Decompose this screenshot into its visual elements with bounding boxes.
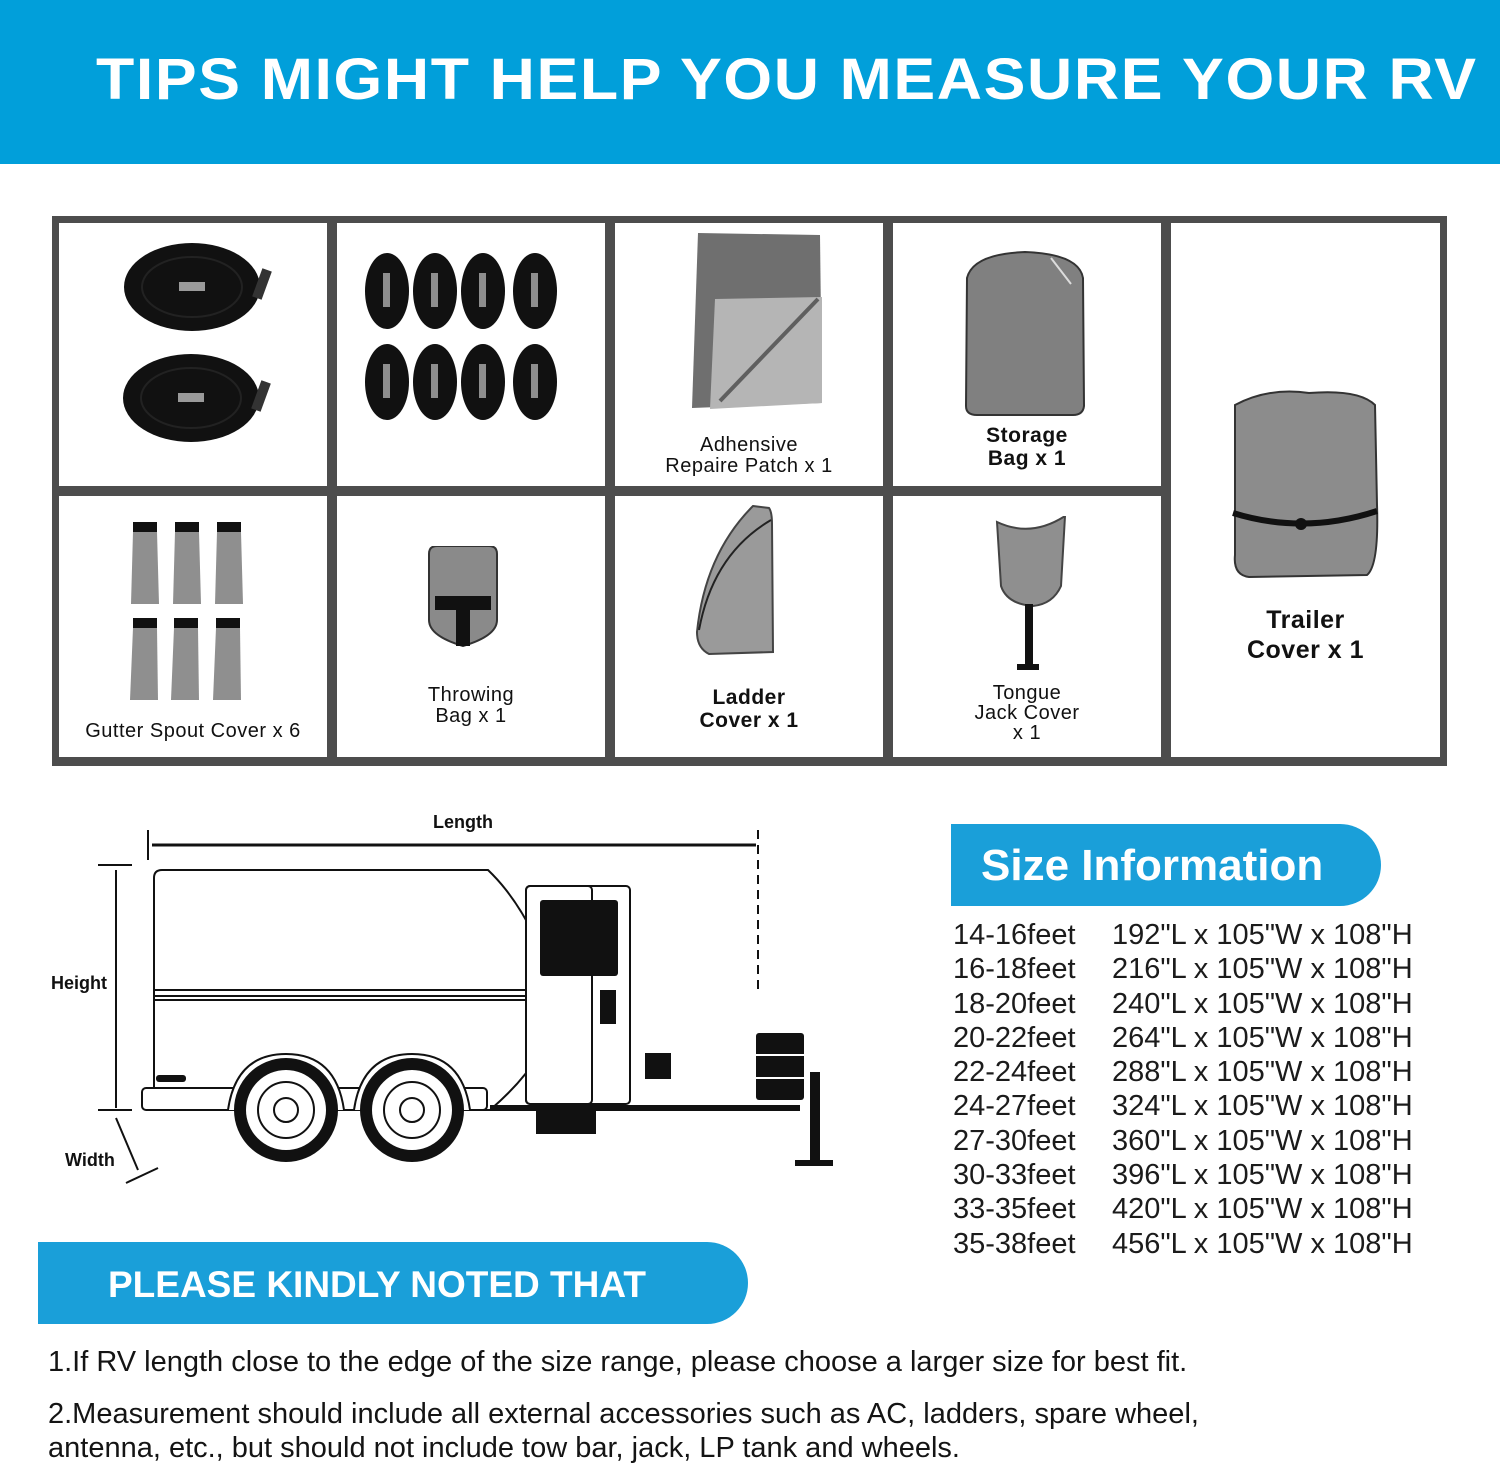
throwing-bag-icon (427, 546, 499, 648)
size-information-banner (951, 824, 1381, 906)
size-dimensions: 396"L x 105"W x 108"H (1112, 1159, 1413, 1192)
item-buckle-straps (337, 223, 605, 486)
item-trailer-cover (1171, 223, 1440, 757)
size-range: 27-30feet (953, 1124, 1076, 1157)
size-range: 14-16feet (953, 919, 1076, 951)
notes-title: PLEASE KINDLY NOTED THAT (108, 1264, 646, 1305)
gutter-spout-cover-icon (129, 522, 259, 702)
rolled-trailer-cover-icon (1229, 385, 1384, 585)
buckle-straps-icon (365, 251, 575, 431)
size-information-title: Size Information (981, 841, 1324, 890)
size-range: 16-18feet (953, 953, 1076, 986)
tongue-jack-cover-icon (993, 516, 1068, 676)
note-item-2-continued: antenna, etc., but should not include tow bar, jack, LP tank and wheels. (48, 1432, 960, 1464)
size-dimensions: 192"L x 105"W x 108"H (1112, 919, 1413, 951)
item-label-line3: x 1 (1012, 722, 1042, 744)
header-banner (0, 0, 1500, 164)
item-label-line2: Bag x 1 (987, 447, 1067, 470)
item-storage-bag (893, 223, 1161, 486)
size-dimensions: 240"L x 105"W x 108"H (1112, 987, 1413, 1020)
note-item-2: 2.Measurement should include all external accessories such as AC, ladders, spare wheel, (48, 1398, 1199, 1430)
item-repair-patch (615, 223, 883, 486)
size-dimensions: 288"L x 105"W x 108"H (1112, 1056, 1413, 1089)
item-label-line2: Repaire Patch x 1 (665, 455, 833, 477)
item-label-line1: Storage (986, 424, 1068, 447)
size-dimensions: 420"L x 105"W x 108"H (1112, 1193, 1413, 1226)
storage-bag-icon (963, 248, 1088, 418)
item-label-line2: Cover x 1 (699, 709, 799, 732)
rv-measurement-diagram (40, 800, 860, 1200)
size-dimensions: 216"L x 105"W x 108"H (1112, 953, 1413, 986)
size-range: 30-33feet (953, 1159, 1076, 1192)
page-title: TIPS MIGHT HELP YOU MEASURE YOUR RV (96, 47, 1478, 112)
length-label: Length (433, 812, 493, 832)
size-range: 18-20feet (953, 987, 1076, 1020)
item-label-line1: Tongue (992, 682, 1062, 704)
item-label-line1: Trailer (1266, 606, 1345, 634)
item-label-line1: Throwing (427, 684, 515, 706)
item-label-line1: Adhensive (700, 434, 798, 456)
notes-banner (38, 1242, 748, 1324)
size-dimensions: 456"L x 105"W x 108"H (1112, 1227, 1413, 1260)
item-label: Gutter Spout Cover x 6 (85, 720, 301, 742)
item-label-line1: Ladder (712, 686, 786, 709)
size-range: 33-35feet (953, 1193, 1076, 1226)
size-dimensions: 360"L x 105"W x 108"H (1112, 1124, 1413, 1157)
height-label: Height (51, 973, 107, 993)
size-range: 35-38feet (953, 1227, 1076, 1260)
ladder-cover-icon (695, 504, 785, 656)
repair-patch-icon (690, 233, 825, 413)
travel-trailer-icon (40, 800, 860, 1200)
size-dimensions: 324"L x 105"W x 108"H (1112, 1090, 1413, 1123)
item-tongue-jack-cover (893, 496, 1161, 757)
size-range: 20-22feet (953, 1021, 1076, 1054)
size-range: 24-27feet (953, 1090, 1076, 1123)
item-gutter-spout (59, 496, 327, 757)
item-ladder-cover (615, 496, 883, 757)
width-label: Width (65, 1150, 115, 1170)
package-contents-grid (52, 216, 1447, 766)
item-throwing-bag (337, 496, 605, 757)
item-label-line2: Jack Cover (974, 702, 1080, 724)
item-strap-rolls (59, 223, 327, 486)
item-label-line2: Bag x 1 (435, 705, 507, 727)
strap-rolls-icon (119, 235, 279, 465)
item-label-line2: Cover x 1 (1246, 636, 1365, 664)
size-range: 22-24feet (953, 1056, 1076, 1089)
size-dimensions: 264"L x 105"W x 108"H (1112, 1021, 1413, 1054)
note-item-1: 1.If RV length close to the edge of the size range, please choose a larger size for best fit. (48, 1346, 1188, 1378)
